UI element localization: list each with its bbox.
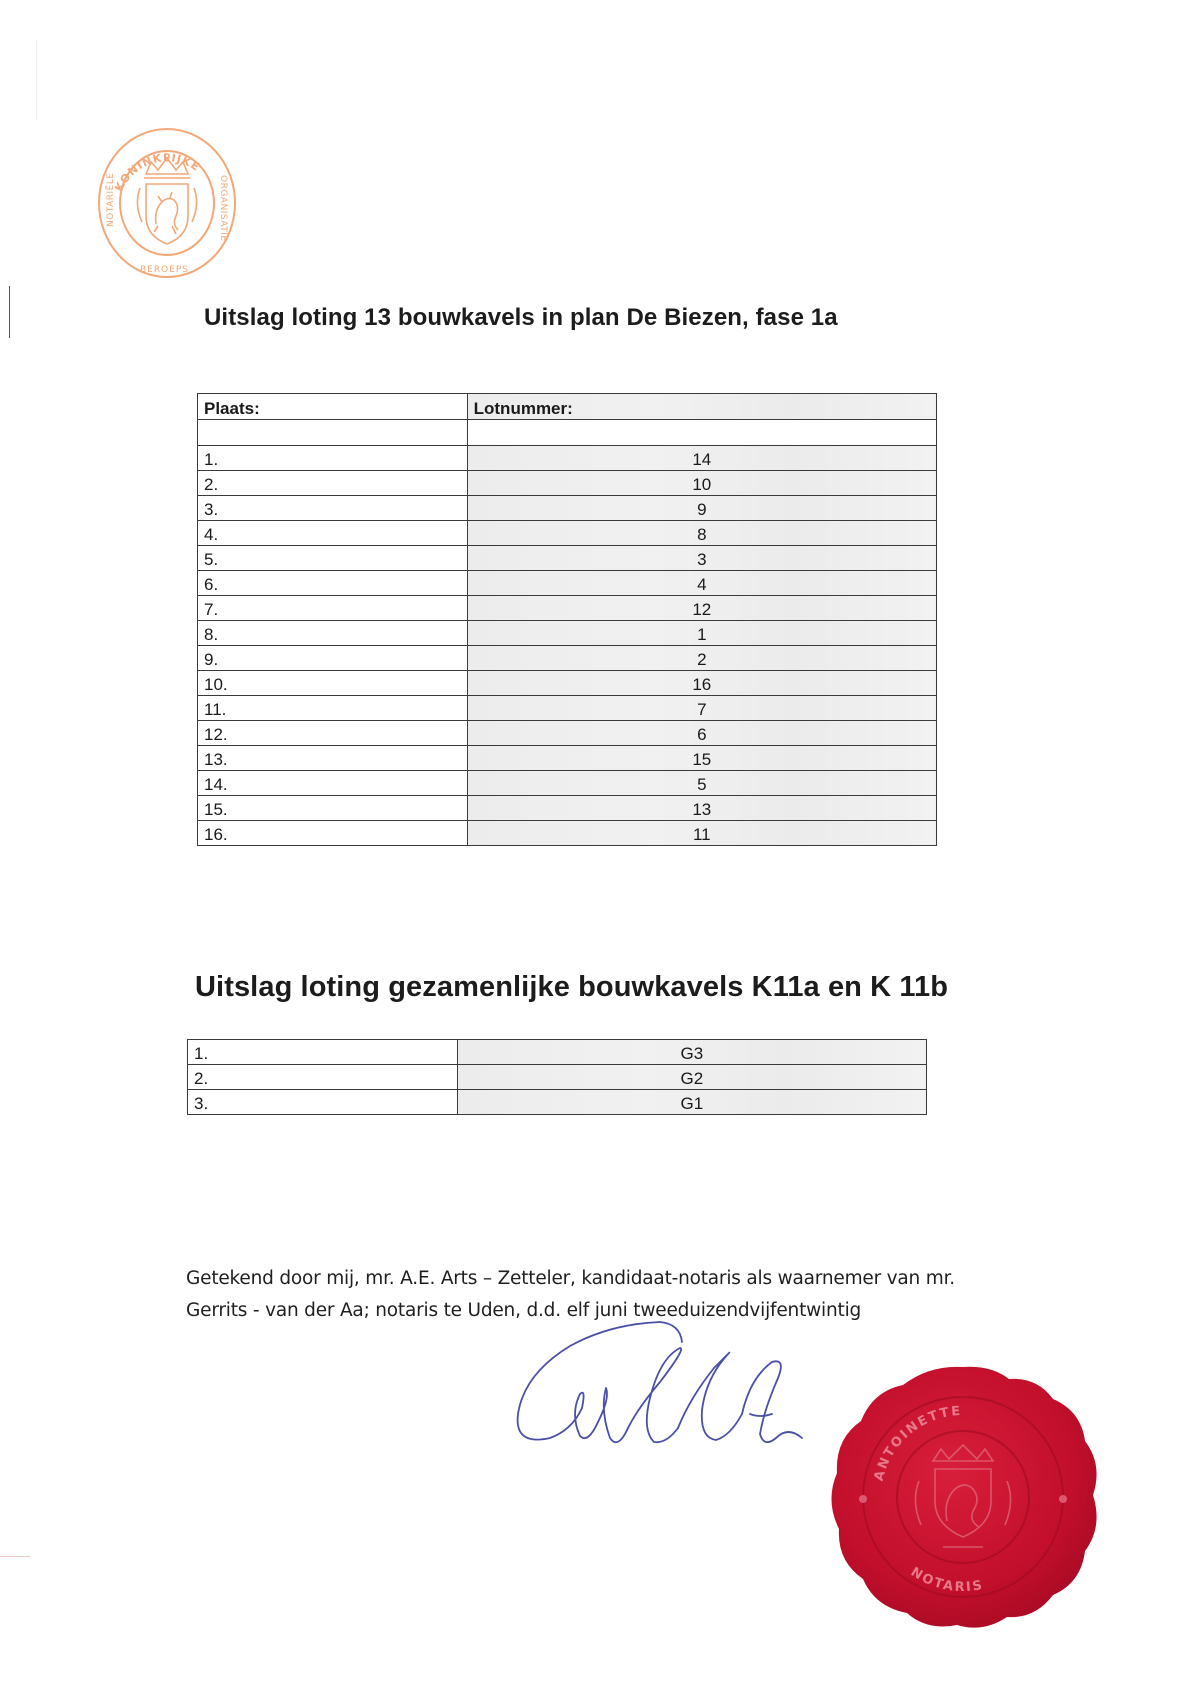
handwritten-signature <box>510 1318 810 1478</box>
lot-number-cell: 2 <box>467 646 936 671</box>
table-row <box>198 721 937 746</box>
seal-text-bottom: NOTARIS <box>907 1564 986 1596</box>
signature-statement-line: Getekend door mij, mr. A.E. Arts – Zetteler, kandidaat-notaris als waarnemer van mr. <box>186 1268 955 1289</box>
lot-number-cell: 6 <box>467 721 936 746</box>
table-row <box>198 796 937 821</box>
table-row <box>198 446 937 471</box>
lot-number-cell: G1 <box>457 1090 926 1115</box>
lot-number-cell: 13 <box>467 796 936 821</box>
table-row <box>198 821 937 846</box>
lottery-results-table <box>197 393 937 846</box>
place-cell: 6. <box>198 571 468 596</box>
page-title: Uitslag loting 13 bouwkavels in plan De Biezen, fase 1a <box>204 304 838 331</box>
lot-number-cell: 10 <box>467 471 936 496</box>
lot-number-cell: 16 <box>467 671 936 696</box>
table-row <box>198 746 937 771</box>
table-row <box>198 671 937 696</box>
scan-artifact <box>0 1556 30 1557</box>
place-cell: 12. <box>198 721 468 746</box>
place-cell: 1. <box>198 446 468 471</box>
lot-number-cell: 12 <box>467 596 936 621</box>
table-row <box>198 521 937 546</box>
knb-stamp-logo <box>96 126 238 280</box>
signature-statement-line: Gerrits - van der Aa; notaris te Uden, d.d. elf juni tweeduizendvijfentwintig <box>186 1300 862 1321</box>
table-row <box>198 596 937 621</box>
stamp-text-left: NOTARIËLE <box>106 172 116 227</box>
lot-number-cell: 4 <box>467 571 936 596</box>
table-row <box>198 471 937 496</box>
lot-number-cell: 14 <box>467 446 936 471</box>
lot-number-cell: G2 <box>457 1065 926 1090</box>
empty-cell <box>467 420 936 446</box>
place-cell: 15. <box>198 796 468 821</box>
place-cell: 4. <box>198 521 468 546</box>
place-cell: 7. <box>198 596 468 621</box>
empty-cell <box>198 420 468 446</box>
table-row <box>198 771 937 796</box>
scan-artifact <box>9 286 10 338</box>
stamp-text-bottom: BEROEPS <box>140 265 190 275</box>
seal-text-top: ANTOINETTE <box>871 1403 963 1483</box>
lot-number-cell: 1 <box>467 621 936 646</box>
table-row <box>198 621 937 646</box>
table-row <box>188 1090 927 1115</box>
joint-plots-table <box>187 1039 927 1115</box>
place-cell: 16. <box>198 821 468 846</box>
lot-number-cell: 5 <box>467 771 936 796</box>
table-row <box>198 646 937 671</box>
place-cell: 2. <box>188 1065 458 1090</box>
place-cell: 1. <box>188 1040 458 1065</box>
lot-number-cell: 9 <box>467 496 936 521</box>
table-row <box>198 696 937 721</box>
header-lot: Lotnummer: <box>467 394 936 420</box>
lot-number-cell: G3 <box>457 1040 926 1065</box>
lot-number-cell: 15 <box>467 746 936 771</box>
header-place: Plaats: <box>198 394 468 420</box>
place-cell: 11. <box>198 696 468 721</box>
svg-text:KONINKLIJKE <box>112 151 202 193</box>
stamp-text-right: ORGANISATIE <box>218 175 228 242</box>
place-cell: 9. <box>198 646 468 671</box>
lot-number-cell: 7 <box>467 696 936 721</box>
table-row <box>188 1065 927 1090</box>
lot-number-cell: 11 <box>467 821 936 846</box>
place-cell: 10. <box>198 671 468 696</box>
table-row <box>198 571 937 596</box>
section-title-joint-plots: Uitslag loting gezamenlijke bouwkavels K11a en K 11b <box>195 971 949 1003</box>
place-cell: 2. <box>198 471 468 496</box>
place-cell: 5. <box>198 546 468 571</box>
table-row <box>198 496 937 521</box>
place-cell: 14. <box>198 771 468 796</box>
table-row <box>188 1040 927 1065</box>
wax-seal <box>823 1361 1103 1633</box>
stamp-text-top: KONINKLIJKE <box>112 151 203 194</box>
lot-number-cell: 3 <box>467 546 936 571</box>
place-cell: 3. <box>188 1090 458 1115</box>
scan-artifact <box>36 40 37 120</box>
place-cell: 13. <box>198 746 468 771</box>
table-row <box>198 546 937 571</box>
place-cell: 3. <box>198 496 468 521</box>
table-header-row <box>198 394 937 420</box>
place-cell: 8. <box>198 621 468 646</box>
table-spacer-row <box>198 420 937 446</box>
lot-number-cell: 8 <box>467 521 936 546</box>
